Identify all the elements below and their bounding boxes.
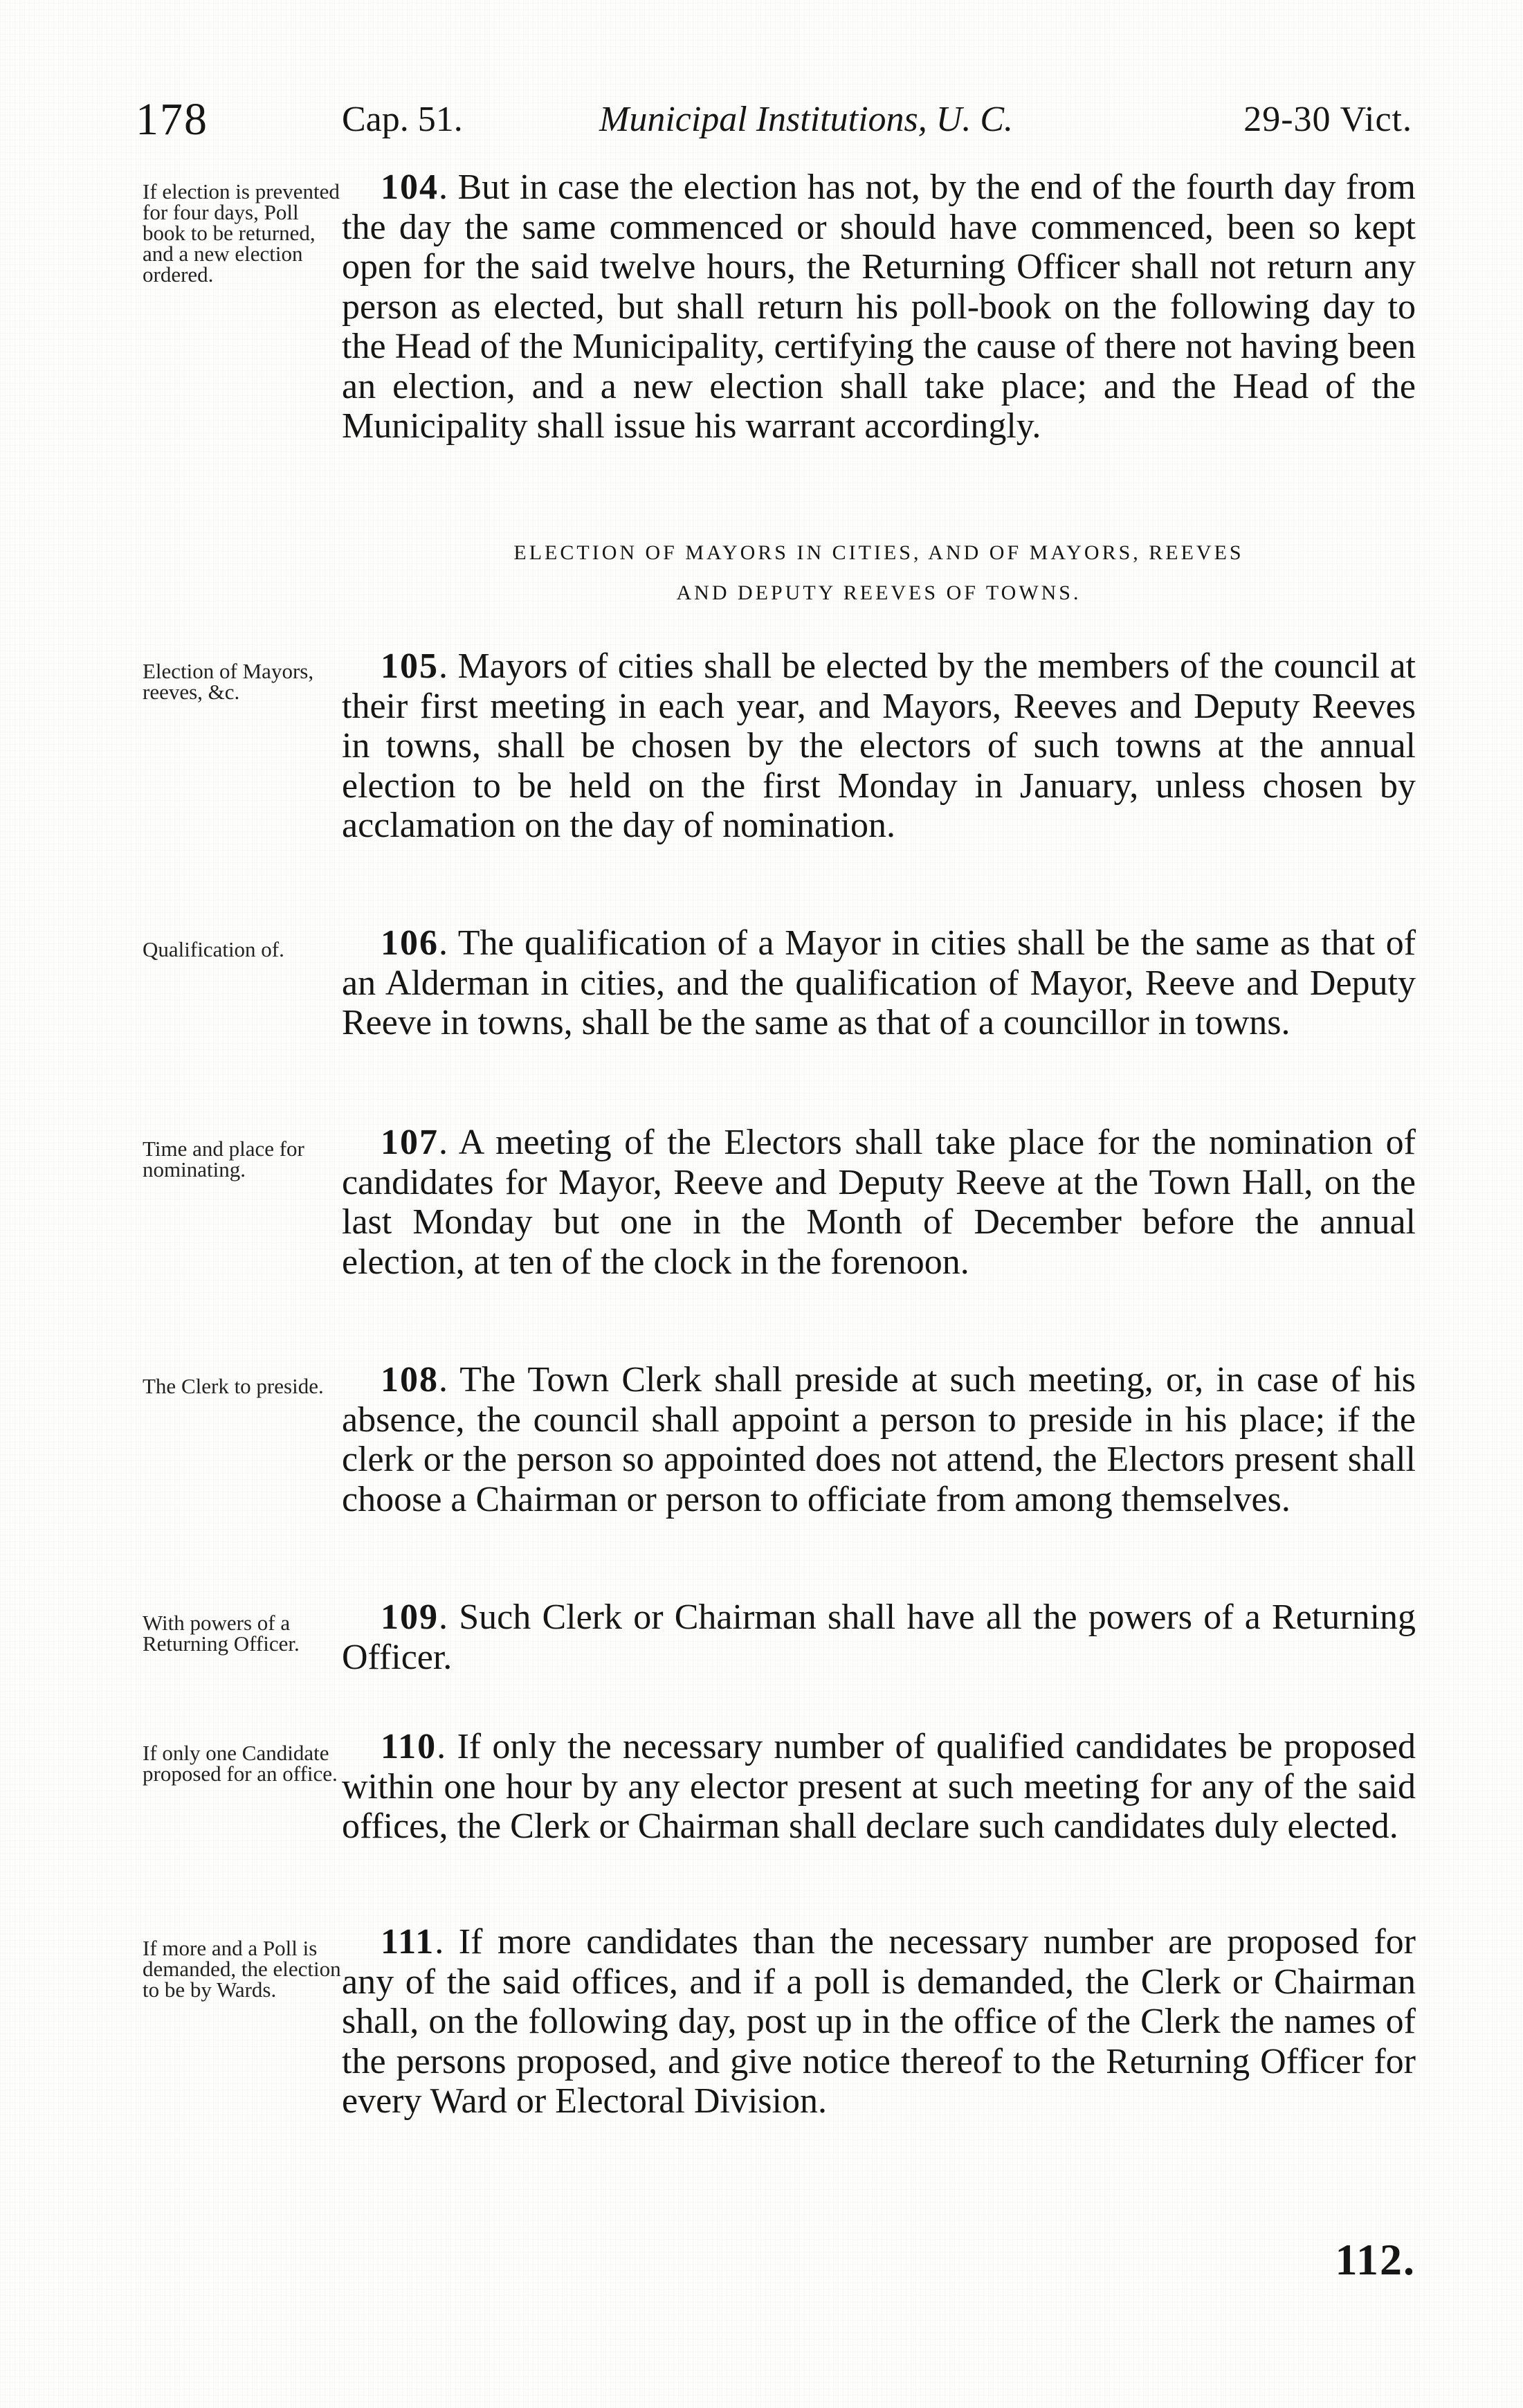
running-title: Municipal Institutions, U. C. [599, 100, 1013, 139]
margin-note: Qualification of. [143, 937, 284, 961]
section-heading [342, 533, 1416, 613]
margin-note: The Clerk to preside. [143, 1374, 324, 1398]
section-body: Mayors of cities shall be elected by the members of the council at their first meeting in each year, and Mayors, Reeves and Deputy Reeves in towns, shall be chosen by the electors of such towns at the annual election to be held on the first Monday in January, unless chosen by acclamation on the day of nomination. [342, 646, 1416, 845]
section-text: 108. The Town Clerk shall preside at such meeting, or, in case of his absence, the council shall appoint a person to preside in his place; if the clerk or the person so appointed does not attend, the Electors present shall choose a Chairman or person to officiate from among themselves. [342, 1360, 1416, 1519]
section-body: Such Clerk or Chairman shall have all the powers of a Returning Officer. [342, 1597, 1416, 1677]
section-body: If only the necessary number of qualified candidates be proposed within one hour by any elector present at such meeting for any of the said offices, the Clerk or Chairman shall declare such candidates duly elected. [342, 1727, 1416, 1846]
section-number: 104 [381, 168, 439, 207]
margin-note: Election of Mayors, reeves, &c. [143, 659, 314, 704]
catchword: 112. [1335, 2235, 1416, 2284]
section-number: 107 [381, 1123, 439, 1162]
page-number: 178 [136, 94, 208, 145]
section-number: 105 [381, 646, 439, 686]
section-text: 110. If only the necessary number of qualified candidates be proposed within one hour by any elector present at such meeting for any of the said offices, the Clerk or Chairman shall declare such candidates duly elected. [342, 1727, 1416, 1846]
chapter-label: Cap. 51. [342, 100, 463, 139]
section-text: 111. If more candidates than the necessary number are proposed for any of the said offices, and if a poll is demanded, the Clerk or Chairman shall, on the following day, post up in the office of the Clerk the names of the persons proposed, and give notice thereof to the Returning Officer for every Ward or Electoral Division. [342, 1922, 1416, 2121]
section-body: If more candidates than the necessary number are proposed for any of the said offices, and if a poll is demanded, the Clerk or Chairman shall, on the following day, post up in the office of the Clerk the names of the persons proposed, and give notice thereof to the Returning Officer for every Ward or Electoral Division. [342, 1922, 1416, 2121]
section-number: 111 [381, 1922, 435, 1962]
heading-line-1: ELECTION OF MAYORS IN CITIES, AND OF MAYORS, REEVES [513, 541, 1244, 564]
section-text: 107. A meeting of the Electors shall take place for the nomination of candidates for Mayor, Reeve and Deputy Reeve at the Town Hall, on the last Monday but one in the Month of December before the annual election, at ten of the clock in the forenoon. [342, 1123, 1416, 1282]
section-body: The qualification of a Mayor in cities shall be the same as that of an Alderman in cities, and the qualification of Mayor, Reeve and Deputy Reeve in towns, shall be the same as that of a councillor in towns. [342, 923, 1416, 1042]
section-number: 110 [381, 1727, 437, 1766]
section-body: The Town Clerk shall preside at such meeting, or, in case of his absence, the council shall appoint a person to preside in his place; if the clerk or the person so appointed does not attend, the Electors present shall choose a Chairman or person to officiate from among themselves. [342, 1360, 1416, 1519]
section-text: 109. Such Clerk or Chairman shall have all the powers of a Returning Officer. [342, 1597, 1416, 1677]
section-number: 108 [381, 1360, 439, 1400]
section-number: 109 [381, 1597, 439, 1637]
margin-note: If more and a Poll is demanded, the election to be by Wards. [143, 1936, 341, 2002]
section-text: 104. But in case the election has not, by the end of the fourth day from the day the same commenced or should have commenced, been so kept open for the said twelve hours, the Returning Officer shall not return any person as elected, but shall return his poll-book on the following day to the Head of the Municipality, certifying the cause of there not having been an election, and a new election shall take place; and the Head of the Municipality shall issue his warrant accordingly. [342, 168, 1416, 446]
section-number: 106 [381, 923, 439, 963]
margin-note: If only one Candidate proposed for an office. [143, 1741, 338, 1786]
margin-note: If election is prevented for four days, Poll book to be returned, and a new election ordered. [143, 179, 340, 287]
heading-line-2: AND DEPUTY REEVES OF TOWNS. [676, 581, 1082, 604]
section-text: 105. Mayors of cities shall be elected by the members of the council at their first meeting in each year, and Mayors, Reeves and Deputy Reeves in towns, shall be chosen by the electors of such towns at the annual election to be held on the first Monday in January, unless chosen by acclamation on the day of nomination. [342, 646, 1416, 845]
section-body: A meeting of the Electors shall take place for the nomination of candidates for Mayor, Reeve and Deputy Reeve at the Town Hall, on the last Monday but one in the Month of December before the annual election, at ten of the clock in the forenoon. [342, 1123, 1416, 1282]
regnal-year: 29-30 Vict. [1243, 100, 1412, 139]
margin-note: With powers of a Returning Officer. [143, 1611, 300, 1656]
section-text: 106. The qualification of a Mayor in cities shall be the same as that of an Alderman in cities, and the qualification of Mayor, Reeve and Deputy Reeve in towns, shall be the same as that of a councillor in towns. [342, 923, 1416, 1042]
margin-note: Time and place for nominating. [143, 1137, 304, 1182]
section-body: But in case the election has not, by the end of the fourth day from the day the same commenced or should have commenced, been so kept open for the said twelve hours, the Returning Officer shall not return any person as elected, but shall return his poll-book on the following day to the Head of the Municipality, certifying the cause of there not having been an election, and a new election shall take place; and the Head of the Municipality shall issue his warrant accordingly. [342, 168, 1416, 446]
running-header [136, 89, 1412, 151]
